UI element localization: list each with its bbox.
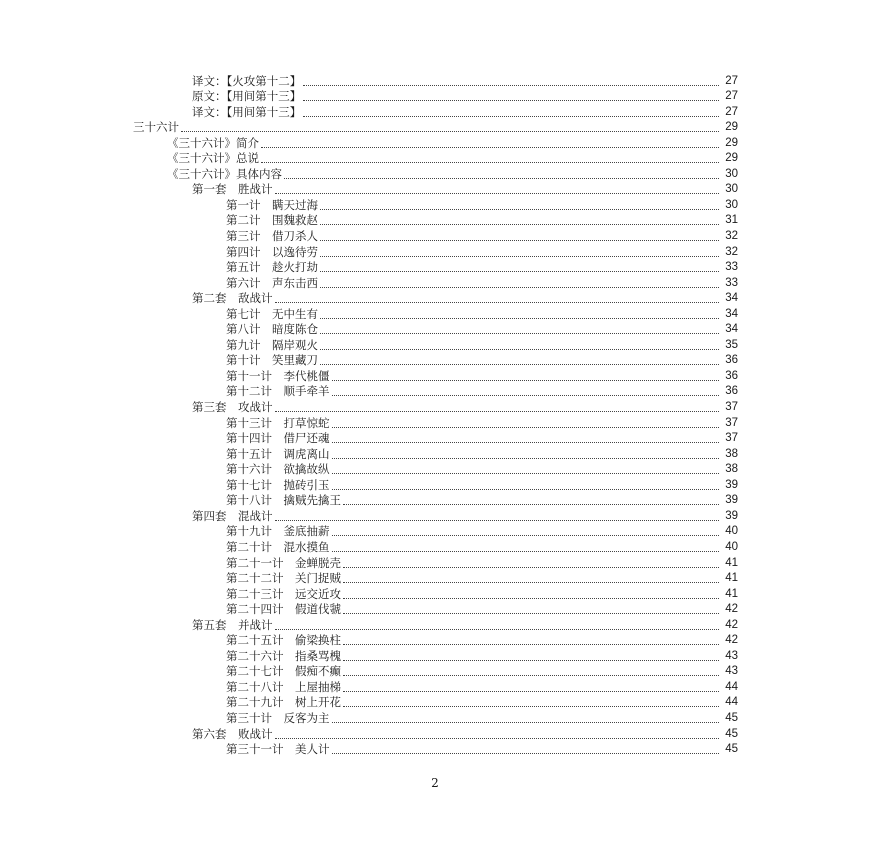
toc-entry-page-number: 44 — [725, 696, 738, 709]
toc-entry-line — [226, 261, 870, 274]
dot-leader — [275, 410, 720, 412]
table-of-contents — [0, 72, 870, 756]
toc-entry[interactable] — [0, 383, 870, 399]
toc-entry-page-number: 30 — [725, 198, 738, 211]
toc-entry-title: 第十四计 借尸还魂 — [226, 431, 330, 446]
toc-entry-page-number: 45 — [725, 743, 738, 756]
toc-entry-line — [226, 354, 870, 367]
toc-entry-title: 第二套 敌战计 — [192, 291, 273, 306]
toc-entry[interactable] — [0, 367, 870, 383]
toc-entry[interactable] — [0, 523, 870, 539]
toc-entry[interactable] — [0, 570, 870, 586]
dot-leader — [320, 332, 719, 334]
dot-leader — [332, 488, 720, 490]
toc-entry-title: 原文：【用间第十三】 — [192, 89, 302, 104]
toc-entry[interactable] — [0, 678, 870, 694]
toc-entry-page-number: 29 — [725, 152, 738, 165]
page-number: 2 — [431, 776, 439, 790]
toc-entry[interactable] — [0, 321, 870, 337]
toc-entry-page-number: 35 — [725, 338, 738, 351]
toc-entry-line — [226, 230, 870, 243]
toc-entry-title: 第三套 攻战计 — [192, 400, 273, 415]
toc-entry-page-number: 42 — [725, 603, 738, 616]
dot-leader — [320, 348, 719, 350]
dot-leader — [343, 581, 719, 583]
toc-entry-line — [226, 463, 870, 476]
toc-entry[interactable] — [0, 694, 870, 710]
toc-entry-line — [226, 681, 870, 694]
toc-entry-line — [226, 199, 870, 212]
toc-entry-title: 第五计 趁火打劫 — [226, 260, 318, 275]
dot-leader — [332, 394, 720, 396]
toc-entry-line — [226, 650, 870, 663]
toc-entry[interactable] — [0, 709, 870, 725]
toc-entry-title: 第十七计 抛砖引玉 — [226, 477, 330, 492]
toc-entry-title: 第六计 声东击西 — [226, 275, 318, 290]
toc-entry[interactable] — [0, 445, 870, 461]
dot-leader — [343, 690, 719, 692]
toc-entry-title: 第二十五计 偷梁换柱 — [226, 633, 341, 648]
toc-entry-title: 第二十二计 关门捉贼 — [226, 571, 341, 586]
toc-entry-page-number: 31 — [725, 214, 738, 227]
toc-entry-page-number: 45 — [725, 727, 738, 740]
dot-leader — [320, 363, 719, 365]
toc-entry[interactable] — [0, 663, 870, 679]
toc-entry-title: 第十三计 打草惊蛇 — [226, 415, 330, 430]
toc-entry-title: 第十九计 釜底抽薪 — [226, 524, 330, 539]
toc-entry-page-number: 38 — [725, 447, 738, 460]
toc-entry-line — [226, 525, 870, 538]
toc-entry[interactable] — [0, 398, 870, 414]
toc-entry-page-number: 32 — [725, 230, 738, 243]
toc-entry-page-number: 37 — [725, 416, 738, 429]
toc-entry-title: 第四计 以逸待劳 — [226, 244, 318, 259]
toc-entry[interactable] — [0, 601, 870, 617]
dot-leader — [261, 146, 719, 148]
toc-entry[interactable] — [0, 227, 870, 243]
toc-entry-page-number: 34 — [725, 307, 738, 320]
toc-entry[interactable] — [0, 507, 870, 523]
toc-entry-title: 译文：【火攻第十二】 — [192, 73, 302, 88]
toc-entry[interactable] — [0, 274, 870, 290]
dot-leader — [320, 270, 719, 272]
toc-entry-title: 第二十四计 假道伐虢 — [226, 602, 341, 617]
toc-entry-page-number: 38 — [725, 463, 738, 476]
toc-entry-page-number: 32 — [725, 245, 738, 258]
toc-entry-title: 第七计 无中生有 — [226, 306, 318, 321]
toc-entry[interactable] — [0, 492, 870, 508]
toc-entry-page-number: 27 — [725, 74, 738, 87]
toc-entry[interactable] — [0, 741, 870, 757]
toc-entry[interactable] — [0, 72, 870, 88]
toc-entry-line — [226, 323, 870, 336]
dot-leader — [275, 737, 720, 739]
toc-entry-page-number: 30 — [725, 183, 738, 196]
dot-leader — [320, 208, 719, 210]
toc-entry[interactable] — [0, 259, 870, 275]
dot-leader — [343, 643, 719, 645]
toc-entry[interactable] — [0, 243, 870, 259]
toc-entry-line — [192, 401, 870, 414]
toc-entry-page-number: 39 — [725, 494, 738, 507]
toc-entry-line — [226, 712, 870, 725]
dot-leader — [332, 441, 720, 443]
toc-entry-title: 三十六计 — [133, 120, 179, 135]
dot-leader — [332, 472, 720, 474]
toc-entry-line — [226, 277, 870, 290]
toc-entry-line — [226, 743, 870, 756]
toc-entry-page-number: 33 — [725, 261, 738, 274]
toc-entry-line — [192, 75, 870, 88]
toc-entry-line — [226, 417, 870, 430]
toc-entry-line — [226, 308, 870, 321]
toc-entry-page-number: 40 — [725, 540, 738, 553]
toc-entry-title: 《三十六计》具体内容 — [167, 166, 282, 181]
toc-entry-title: 第二十一计 金蝉脱壳 — [226, 555, 341, 570]
toc-entry-title: 第十一计 李代桃僵 — [226, 368, 330, 383]
toc-entry-title: 第六套 败战计 — [192, 726, 273, 741]
toc-entry-title: 第十五计 调虎离山 — [226, 446, 330, 461]
toc-entry-line — [226, 479, 870, 492]
toc-entry-title: 第十八计 擒贼先擒王 — [226, 493, 341, 508]
toc-entry-line — [226, 494, 870, 507]
dot-leader — [332, 752, 720, 754]
toc-entry-line — [226, 665, 870, 678]
toc-entry-title: 第五套 并战计 — [192, 617, 273, 632]
dot-leader — [320, 286, 719, 288]
toc-entry-line — [192, 183, 870, 196]
toc-entry-line — [226, 214, 870, 227]
toc-entry-line — [226, 339, 870, 352]
dot-leader — [332, 457, 720, 459]
toc-entry-page-number: 40 — [725, 525, 738, 538]
toc-entry[interactable] — [0, 554, 870, 570]
toc-entry-page-number: 27 — [725, 90, 738, 103]
toc-entry-title: 第二计 围魏救赵 — [226, 213, 318, 228]
toc-entry-page-number: 36 — [725, 369, 738, 382]
toc-entry-title: 译文：【用间第十三】 — [192, 104, 302, 119]
toc-entry-page-number: 33 — [725, 276, 738, 289]
toc-entry-line — [192, 90, 870, 103]
toc-entry[interactable] — [0, 290, 870, 306]
toc-entry-line — [226, 448, 870, 461]
toc-entry-title: 第三十一计 美人计 — [226, 742, 330, 757]
toc-entry[interactable] — [0, 352, 870, 368]
toc-entry-title: 第四套 混战计 — [192, 508, 273, 523]
toc-entry[interactable] — [0, 150, 870, 166]
toc-entry-page-number: 42 — [725, 634, 738, 647]
dot-leader — [275, 192, 720, 194]
toc-entry-line — [226, 588, 870, 601]
toc-entry-page-number: 27 — [725, 105, 738, 118]
toc-entry-page-number: 36 — [725, 354, 738, 367]
dot-leader — [261, 161, 719, 163]
toc-entry[interactable] — [0, 647, 870, 663]
toc-entry-line — [226, 246, 870, 259]
toc-entry-line — [192, 510, 870, 523]
toc-entry[interactable] — [0, 119, 870, 135]
toc-entry-page-number: 39 — [725, 478, 738, 491]
toc-entry-page-number: 34 — [725, 323, 738, 336]
toc-entry-page-number: 39 — [725, 509, 738, 522]
toc-entry[interactable] — [0, 538, 870, 554]
toc-entry-line — [167, 137, 870, 150]
toc-entry[interactable] — [0, 476, 870, 492]
toc-entry-title: 第二十八计 上屋抽梯 — [226, 679, 341, 694]
dot-leader — [275, 301, 720, 303]
toc-entry[interactable] — [0, 181, 870, 197]
toc-entry-title: 第八计 暗度陈仓 — [226, 322, 318, 337]
dot-leader — [275, 519, 720, 521]
dot-leader — [343, 659, 719, 661]
dot-leader — [343, 674, 719, 676]
toc-entry-title: 第二十三计 远交近攻 — [226, 586, 341, 601]
toc-entry[interactable] — [0, 725, 870, 741]
dot-leader — [343, 566, 719, 568]
toc-entry-line — [192, 292, 870, 305]
toc-entry-page-number: 44 — [725, 680, 738, 693]
dot-leader — [332, 550, 720, 552]
toc-entry-line — [226, 634, 870, 647]
toc-entry-line — [226, 603, 870, 616]
toc-entry-line — [167, 152, 870, 165]
dot-leader — [303, 99, 719, 101]
dot-leader — [343, 503, 719, 505]
toc-entry[interactable] — [0, 632, 870, 648]
dot-leader — [343, 612, 719, 614]
dot-leader — [320, 317, 719, 319]
toc-entry-line — [226, 541, 870, 554]
dot-leader — [343, 597, 719, 599]
toc-entry[interactable] — [0, 616, 870, 632]
dot-leader — [303, 115, 719, 117]
dot-leader — [181, 130, 719, 132]
toc-entry-page-number: 41 — [725, 572, 738, 585]
toc-entry[interactable] — [0, 585, 870, 601]
toc-entry-title: 第二十计 混水摸鱼 — [226, 539, 330, 554]
toc-entry-title: 《三十六计》简介 — [167, 135, 259, 150]
toc-entry[interactable] — [0, 336, 870, 352]
toc-entry-page-number: 45 — [725, 711, 738, 724]
dot-leader — [332, 379, 720, 381]
toc-entry-line — [192, 728, 870, 741]
toc-entry-line — [192, 619, 870, 632]
toc-entry-page-number: 30 — [725, 167, 738, 180]
toc-entry[interactable] — [0, 414, 870, 430]
toc-entry-line — [226, 385, 870, 398]
toc-entry[interactable] — [0, 461, 870, 477]
toc-entry-title: 第二十七计 假痴不癫 — [226, 664, 341, 679]
dot-leader — [332, 721, 720, 723]
dot-leader — [332, 534, 720, 536]
dot-leader — [320, 255, 719, 257]
toc-entry-page-number: 43 — [725, 649, 738, 662]
toc-entry-title: 第三计 借刀杀人 — [226, 229, 318, 244]
toc-entry[interactable] — [0, 430, 870, 446]
toc-entry-title: 第十计 笑里藏刀 — [226, 353, 318, 368]
toc-entry-title: 第三十计 反客为主 — [226, 710, 330, 725]
toc-entry-title: 第十二计 顺手牵羊 — [226, 384, 330, 399]
toc-entry-page-number: 42 — [725, 618, 738, 631]
dot-leader — [303, 84, 719, 86]
toc-entry-line — [192, 106, 870, 119]
toc-entry-title: 第九计 隔岸观火 — [226, 337, 318, 352]
dot-leader — [275, 628, 720, 630]
dot-leader — [320, 223, 719, 225]
toc-entry-page-number: 36 — [725, 385, 738, 398]
toc-entry[interactable] — [0, 305, 870, 321]
toc-entry-page-number: 29 — [725, 121, 738, 134]
dot-leader — [343, 705, 719, 707]
toc-entry-page-number: 37 — [725, 401, 738, 414]
toc-entry-page-number: 37 — [725, 432, 738, 445]
toc-entry-title: 《三十六计》总说 — [167, 151, 259, 166]
toc-entry[interactable] — [0, 88, 870, 104]
toc-entry[interactable] — [0, 165, 870, 181]
toc-entry-title: 第二十六计 指桑骂槐 — [226, 648, 341, 663]
toc-entry[interactable] — [0, 196, 870, 212]
toc-entry-page-number: 41 — [725, 556, 738, 569]
toc-entry-line — [226, 696, 870, 709]
dot-leader — [284, 177, 719, 179]
toc-entry-page-number: 34 — [725, 292, 738, 305]
toc-entry-line — [226, 572, 870, 585]
toc-entry-title: 第一计 瞒天过海 — [226, 197, 318, 212]
toc-entry-line — [226, 432, 870, 445]
toc-entry-line — [226, 370, 870, 383]
toc-entry-title: 第一套 胜战计 — [192, 182, 273, 197]
toc-entry-line — [226, 557, 870, 570]
toc-entry-page-number: 29 — [725, 136, 738, 149]
dot-leader — [332, 426, 720, 428]
toc-entry-title: 第十六计 欲擒故纵 — [226, 462, 330, 477]
dot-leader — [320, 239, 719, 241]
toc-entry[interactable] — [0, 103, 870, 119]
toc-entry-page-number: 43 — [725, 665, 738, 678]
toc-entry[interactable] — [0, 134, 870, 150]
toc-entry-line — [167, 168, 870, 181]
toc-entry-line — [133, 121, 870, 134]
toc-entry-page-number: 41 — [725, 587, 738, 600]
toc-entry[interactable] — [0, 212, 870, 228]
toc-entry-title: 第二十九计 树上开花 — [226, 695, 341, 710]
